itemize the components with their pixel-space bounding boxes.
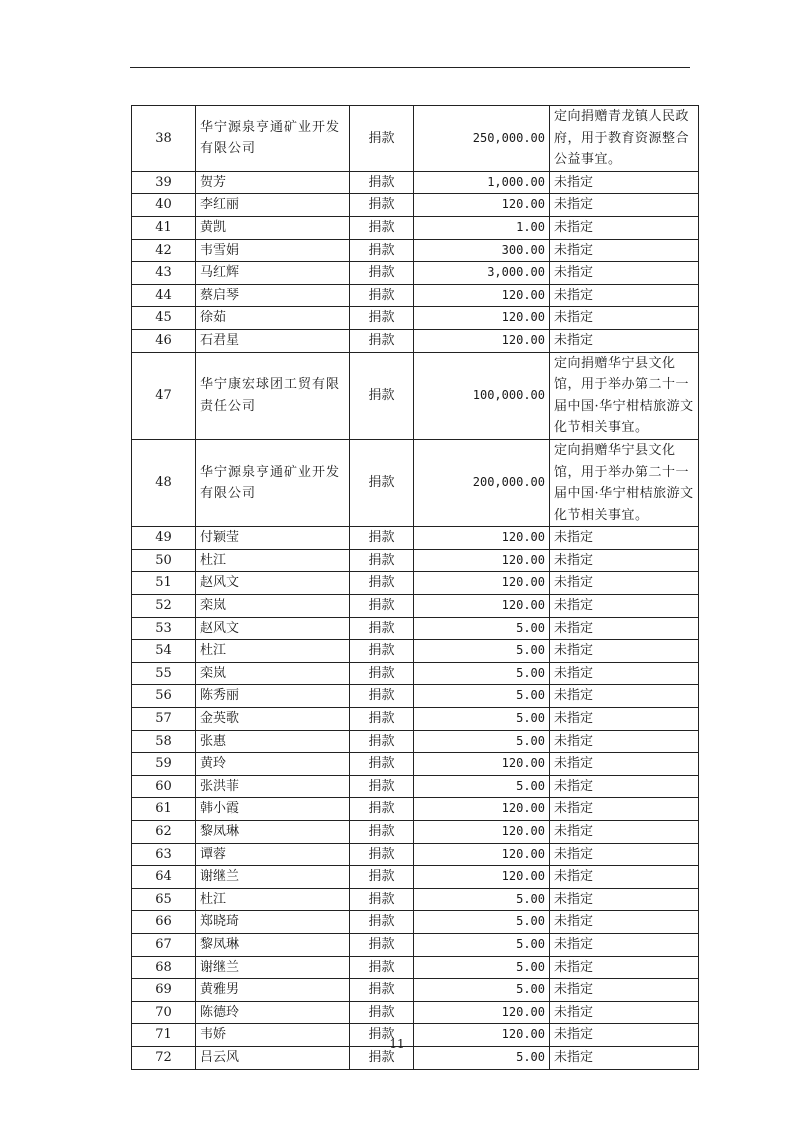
- row-number: 62: [132, 821, 196, 844]
- donation-purpose: 未指定: [550, 329, 699, 352]
- donation-table: [131, 105, 699, 1070]
- donation-type: 捐款: [350, 866, 414, 889]
- donor-name: 韦雪娟: [196, 239, 350, 262]
- donation-type: 捐款: [350, 239, 414, 262]
- donor-name: 赵风文: [196, 572, 350, 595]
- row-number: 72: [132, 1046, 196, 1069]
- donation-type: 捐款: [350, 753, 414, 776]
- donation-purpose: 未指定: [550, 1046, 699, 1069]
- donor-name: 郑晓琦: [196, 911, 350, 934]
- donation-amount: 1,000.00: [414, 171, 550, 194]
- donation-purpose: 未指定: [550, 933, 699, 956]
- donation-purpose: 未指定: [550, 194, 699, 217]
- table-row: [132, 595, 699, 618]
- donation-amount: 5.00: [414, 911, 550, 934]
- donation-type: 捐款: [350, 821, 414, 844]
- donation-type: 捐款: [350, 595, 414, 618]
- donor-name: 栾岚: [196, 662, 350, 685]
- donation-purpose: 未指定: [550, 239, 699, 262]
- donor-name: 栾岚: [196, 595, 350, 618]
- donation-purpose: 未指定: [550, 171, 699, 194]
- table-row: [132, 216, 699, 239]
- table-row: [132, 775, 699, 798]
- donor-name: 韦娇: [196, 1024, 350, 1047]
- row-number: 66: [132, 911, 196, 934]
- table-row: [132, 753, 699, 776]
- table-row: [132, 708, 699, 731]
- donation-type: 捐款: [350, 911, 414, 934]
- donor-name: 赵风文: [196, 617, 350, 640]
- donation-amount: 1.00: [414, 216, 550, 239]
- donor-name: 马红辉: [196, 262, 350, 285]
- row-number: 59: [132, 753, 196, 776]
- donation-amount: 5.00: [414, 708, 550, 731]
- donor-name: 华宁康宏球团工贸有限责任公司: [196, 352, 350, 439]
- table-row: [132, 527, 699, 550]
- donor-name: 李红丽: [196, 194, 350, 217]
- donation-purpose: 未指定: [550, 284, 699, 307]
- donor-name: 杜江: [196, 640, 350, 663]
- table-row: [132, 239, 699, 262]
- donation-type: 捐款: [350, 662, 414, 685]
- row-number: 71: [132, 1024, 196, 1047]
- row-number: 55: [132, 662, 196, 685]
- donor-name: 谭蓉: [196, 843, 350, 866]
- donation-amount: 120.00: [414, 549, 550, 572]
- donor-name: 黎凤琳: [196, 821, 350, 844]
- donation-purpose: 定向捐赠华宁县文化馆，用于举办第二十一届中国·华宁柑桔旅游文化节相关事宜。: [550, 352, 699, 439]
- donor-name: 黎凤琳: [196, 933, 350, 956]
- row-number: 60: [132, 775, 196, 798]
- row-number: 64: [132, 866, 196, 889]
- donation-amount: 120.00: [414, 572, 550, 595]
- donation-purpose: 未指定: [550, 888, 699, 911]
- table-row: [132, 194, 699, 217]
- donor-name: 杜江: [196, 888, 350, 911]
- donation-purpose: 定向捐赠青龙镇人民政府，用于教育资源整合公益事宜。: [550, 106, 699, 172]
- donation-amount: 5.00: [414, 640, 550, 663]
- donor-name: 黄雅男: [196, 979, 350, 1002]
- donor-name: 谢继兰: [196, 866, 350, 889]
- donation-purpose: 未指定: [550, 262, 699, 285]
- donation-type: 捐款: [350, 730, 414, 753]
- donation-type: 捐款: [350, 549, 414, 572]
- row-number: 56: [132, 685, 196, 708]
- donation-amount: 5.00: [414, 730, 550, 753]
- donor-name: 华宁源泉亨通矿业开发有限公司: [196, 106, 350, 172]
- donor-name: 贺芳: [196, 171, 350, 194]
- donation-purpose: 未指定: [550, 866, 699, 889]
- row-number: 53: [132, 617, 196, 640]
- table-row: [132, 284, 699, 307]
- donation-purpose: 未指定: [550, 979, 699, 1002]
- donation-type: 捐款: [350, 1001, 414, 1024]
- donor-name: 蔡启琴: [196, 284, 350, 307]
- row-number: 38: [132, 106, 196, 172]
- table-row: [132, 685, 699, 708]
- table-row: [132, 821, 699, 844]
- table-row: [132, 352, 699, 439]
- donation-amount: 120.00: [414, 843, 550, 866]
- row-number: 48: [132, 439, 196, 526]
- row-number: 47: [132, 352, 196, 439]
- table-row: [132, 730, 699, 753]
- row-number: 39: [132, 171, 196, 194]
- donation-amount: 120.00: [414, 798, 550, 821]
- donation-purpose: 未指定: [550, 843, 699, 866]
- donation-type: 捐款: [350, 933, 414, 956]
- donation-purpose: 未指定: [550, 216, 699, 239]
- table-row: [132, 617, 699, 640]
- donor-name: 陈秀丽: [196, 685, 350, 708]
- row-number: 51: [132, 572, 196, 595]
- donor-name: 黄玲: [196, 753, 350, 776]
- donation-amount: 120.00: [414, 1024, 550, 1047]
- donor-name: 付颖莹: [196, 527, 350, 550]
- table-row: [132, 262, 699, 285]
- donor-name: 华宁源泉亨通矿业开发有限公司: [196, 439, 350, 526]
- donation-type: 捐款: [350, 171, 414, 194]
- donor-name: 金英歌: [196, 708, 350, 731]
- row-number: 54: [132, 640, 196, 663]
- table-row: [132, 911, 699, 934]
- donation-type: 捐款: [350, 685, 414, 708]
- donation-amount: 5.00: [414, 979, 550, 1002]
- donation-type: 捐款: [350, 527, 414, 550]
- header-rule: [130, 67, 690, 68]
- donation-amount: 120.00: [414, 1001, 550, 1024]
- row-number: 67: [132, 933, 196, 956]
- table-row: [132, 572, 699, 595]
- table-row: [132, 549, 699, 572]
- donation-type: 捐款: [350, 888, 414, 911]
- row-number: 61: [132, 798, 196, 821]
- donation-purpose: 未指定: [550, 662, 699, 685]
- donation-purpose: 未指定: [550, 685, 699, 708]
- table-row: [132, 888, 699, 911]
- donation-type: 捐款: [350, 843, 414, 866]
- donation-type: 捐款: [350, 284, 414, 307]
- donation-purpose: 未指定: [550, 307, 699, 330]
- table-row: [132, 640, 699, 663]
- row-number: 43: [132, 262, 196, 285]
- donor-name: 黄凯: [196, 216, 350, 239]
- donation-amount: 5.00: [414, 617, 550, 640]
- row-number: 42: [132, 239, 196, 262]
- row-number: 44: [132, 284, 196, 307]
- donation-amount: 5.00: [414, 775, 550, 798]
- table-row: [132, 866, 699, 889]
- donation-type: 捐款: [350, 708, 414, 731]
- donor-name: 石君星: [196, 329, 350, 352]
- donation-amount: 300.00: [414, 239, 550, 262]
- donation-amount: 120.00: [414, 329, 550, 352]
- donation-type: 捐款: [350, 775, 414, 798]
- row-number: 50: [132, 549, 196, 572]
- table-row: [132, 979, 699, 1002]
- donation-purpose: 未指定: [550, 956, 699, 979]
- donation-amount: 120.00: [414, 595, 550, 618]
- donation-amount: 5.00: [414, 685, 550, 708]
- donation-type: 捐款: [350, 979, 414, 1002]
- donation-amount: 120.00: [414, 866, 550, 889]
- donation-amount: 100,000.00: [414, 352, 550, 439]
- table-row: [132, 956, 699, 979]
- row-number: 45: [132, 307, 196, 330]
- table-row: [132, 329, 699, 352]
- donation-type: 捐款: [350, 262, 414, 285]
- row-number: 70: [132, 1001, 196, 1024]
- donation-type: 捐款: [350, 1046, 414, 1069]
- donation-type: 捐款: [350, 1024, 414, 1047]
- donation-amount: 5.00: [414, 888, 550, 911]
- page-number: 11: [389, 1037, 405, 1051]
- donor-name: 张洪菲: [196, 775, 350, 798]
- donation-amount: 120.00: [414, 527, 550, 550]
- donation-amount: 120.00: [414, 821, 550, 844]
- donor-name: 韩小霞: [196, 798, 350, 821]
- row-number: 69: [132, 979, 196, 1002]
- donor-name: 谢继兰: [196, 956, 350, 979]
- row-number: 49: [132, 527, 196, 550]
- donation-amount: 3,000.00: [414, 262, 550, 285]
- donation-type: 捐款: [350, 307, 414, 330]
- table-row: [132, 106, 699, 172]
- donation-amount: 250,000.00: [414, 106, 550, 172]
- row-number: 40: [132, 194, 196, 217]
- donation-type: 捐款: [350, 439, 414, 526]
- row-number: 57: [132, 708, 196, 731]
- donation-type: 捐款: [350, 352, 414, 439]
- donation-purpose: 未指定: [550, 798, 699, 821]
- donation-amount: 120.00: [414, 194, 550, 217]
- donation-type: 捐款: [350, 798, 414, 821]
- donation-type: 捐款: [350, 194, 414, 217]
- donor-name: 吕云风: [196, 1046, 350, 1069]
- table-row: [132, 171, 699, 194]
- donation-purpose: 定向捐赠华宁县文化馆，用于举办第二十一届中国·华宁柑桔旅游文化节相关事宜。: [550, 439, 699, 526]
- donor-name: 张惠: [196, 730, 350, 753]
- donation-type: 捐款: [350, 572, 414, 595]
- donation-type: 捐款: [350, 216, 414, 239]
- donation-purpose: 未指定: [550, 911, 699, 934]
- table-row: [132, 439, 699, 526]
- table-row: [132, 933, 699, 956]
- donation-purpose: 未指定: [550, 775, 699, 798]
- row-number: 52: [132, 595, 196, 618]
- donation-purpose: 未指定: [550, 1024, 699, 1047]
- table-row: [132, 1001, 699, 1024]
- donation-type: 捐款: [350, 640, 414, 663]
- donation-purpose: 未指定: [550, 595, 699, 618]
- table-row: [132, 307, 699, 330]
- donation-amount: 200,000.00: [414, 439, 550, 526]
- donation-amount: 120.00: [414, 284, 550, 307]
- donation-purpose: 未指定: [550, 549, 699, 572]
- donation-purpose: 未指定: [550, 527, 699, 550]
- donation-type: 捐款: [350, 329, 414, 352]
- donation-amount: 5.00: [414, 662, 550, 685]
- row-number: 63: [132, 843, 196, 866]
- donation-purpose: 未指定: [550, 821, 699, 844]
- table-row: [132, 843, 699, 866]
- donation-purpose: 未指定: [550, 1001, 699, 1024]
- donation-type: 捐款: [350, 106, 414, 172]
- table-row: [132, 662, 699, 685]
- donation-type: 捐款: [350, 956, 414, 979]
- row-number: 41: [132, 216, 196, 239]
- donor-name: 杜江: [196, 549, 350, 572]
- donation-purpose: 未指定: [550, 617, 699, 640]
- donation-amount: 5.00: [414, 956, 550, 979]
- donation-purpose: 未指定: [550, 708, 699, 731]
- row-number: 46: [132, 329, 196, 352]
- donation-purpose: 未指定: [550, 753, 699, 776]
- table-row: [132, 798, 699, 821]
- donor-name: 陈德玲: [196, 1001, 350, 1024]
- row-number: 68: [132, 956, 196, 979]
- donation-amount: 120.00: [414, 753, 550, 776]
- donor-name: 徐茹: [196, 307, 350, 330]
- donation-amount: 120.00: [414, 307, 550, 330]
- donation-purpose: 未指定: [550, 572, 699, 595]
- donation-purpose: 未指定: [550, 640, 699, 663]
- donation-purpose: 未指定: [550, 730, 699, 753]
- donation-amount: 5.00: [414, 933, 550, 956]
- donation-type: 捐款: [350, 617, 414, 640]
- donation-table-body: [132, 106, 699, 1070]
- row-number: 58: [132, 730, 196, 753]
- row-number: 65: [132, 888, 196, 911]
- donation-amount: 5.00: [414, 1046, 550, 1069]
